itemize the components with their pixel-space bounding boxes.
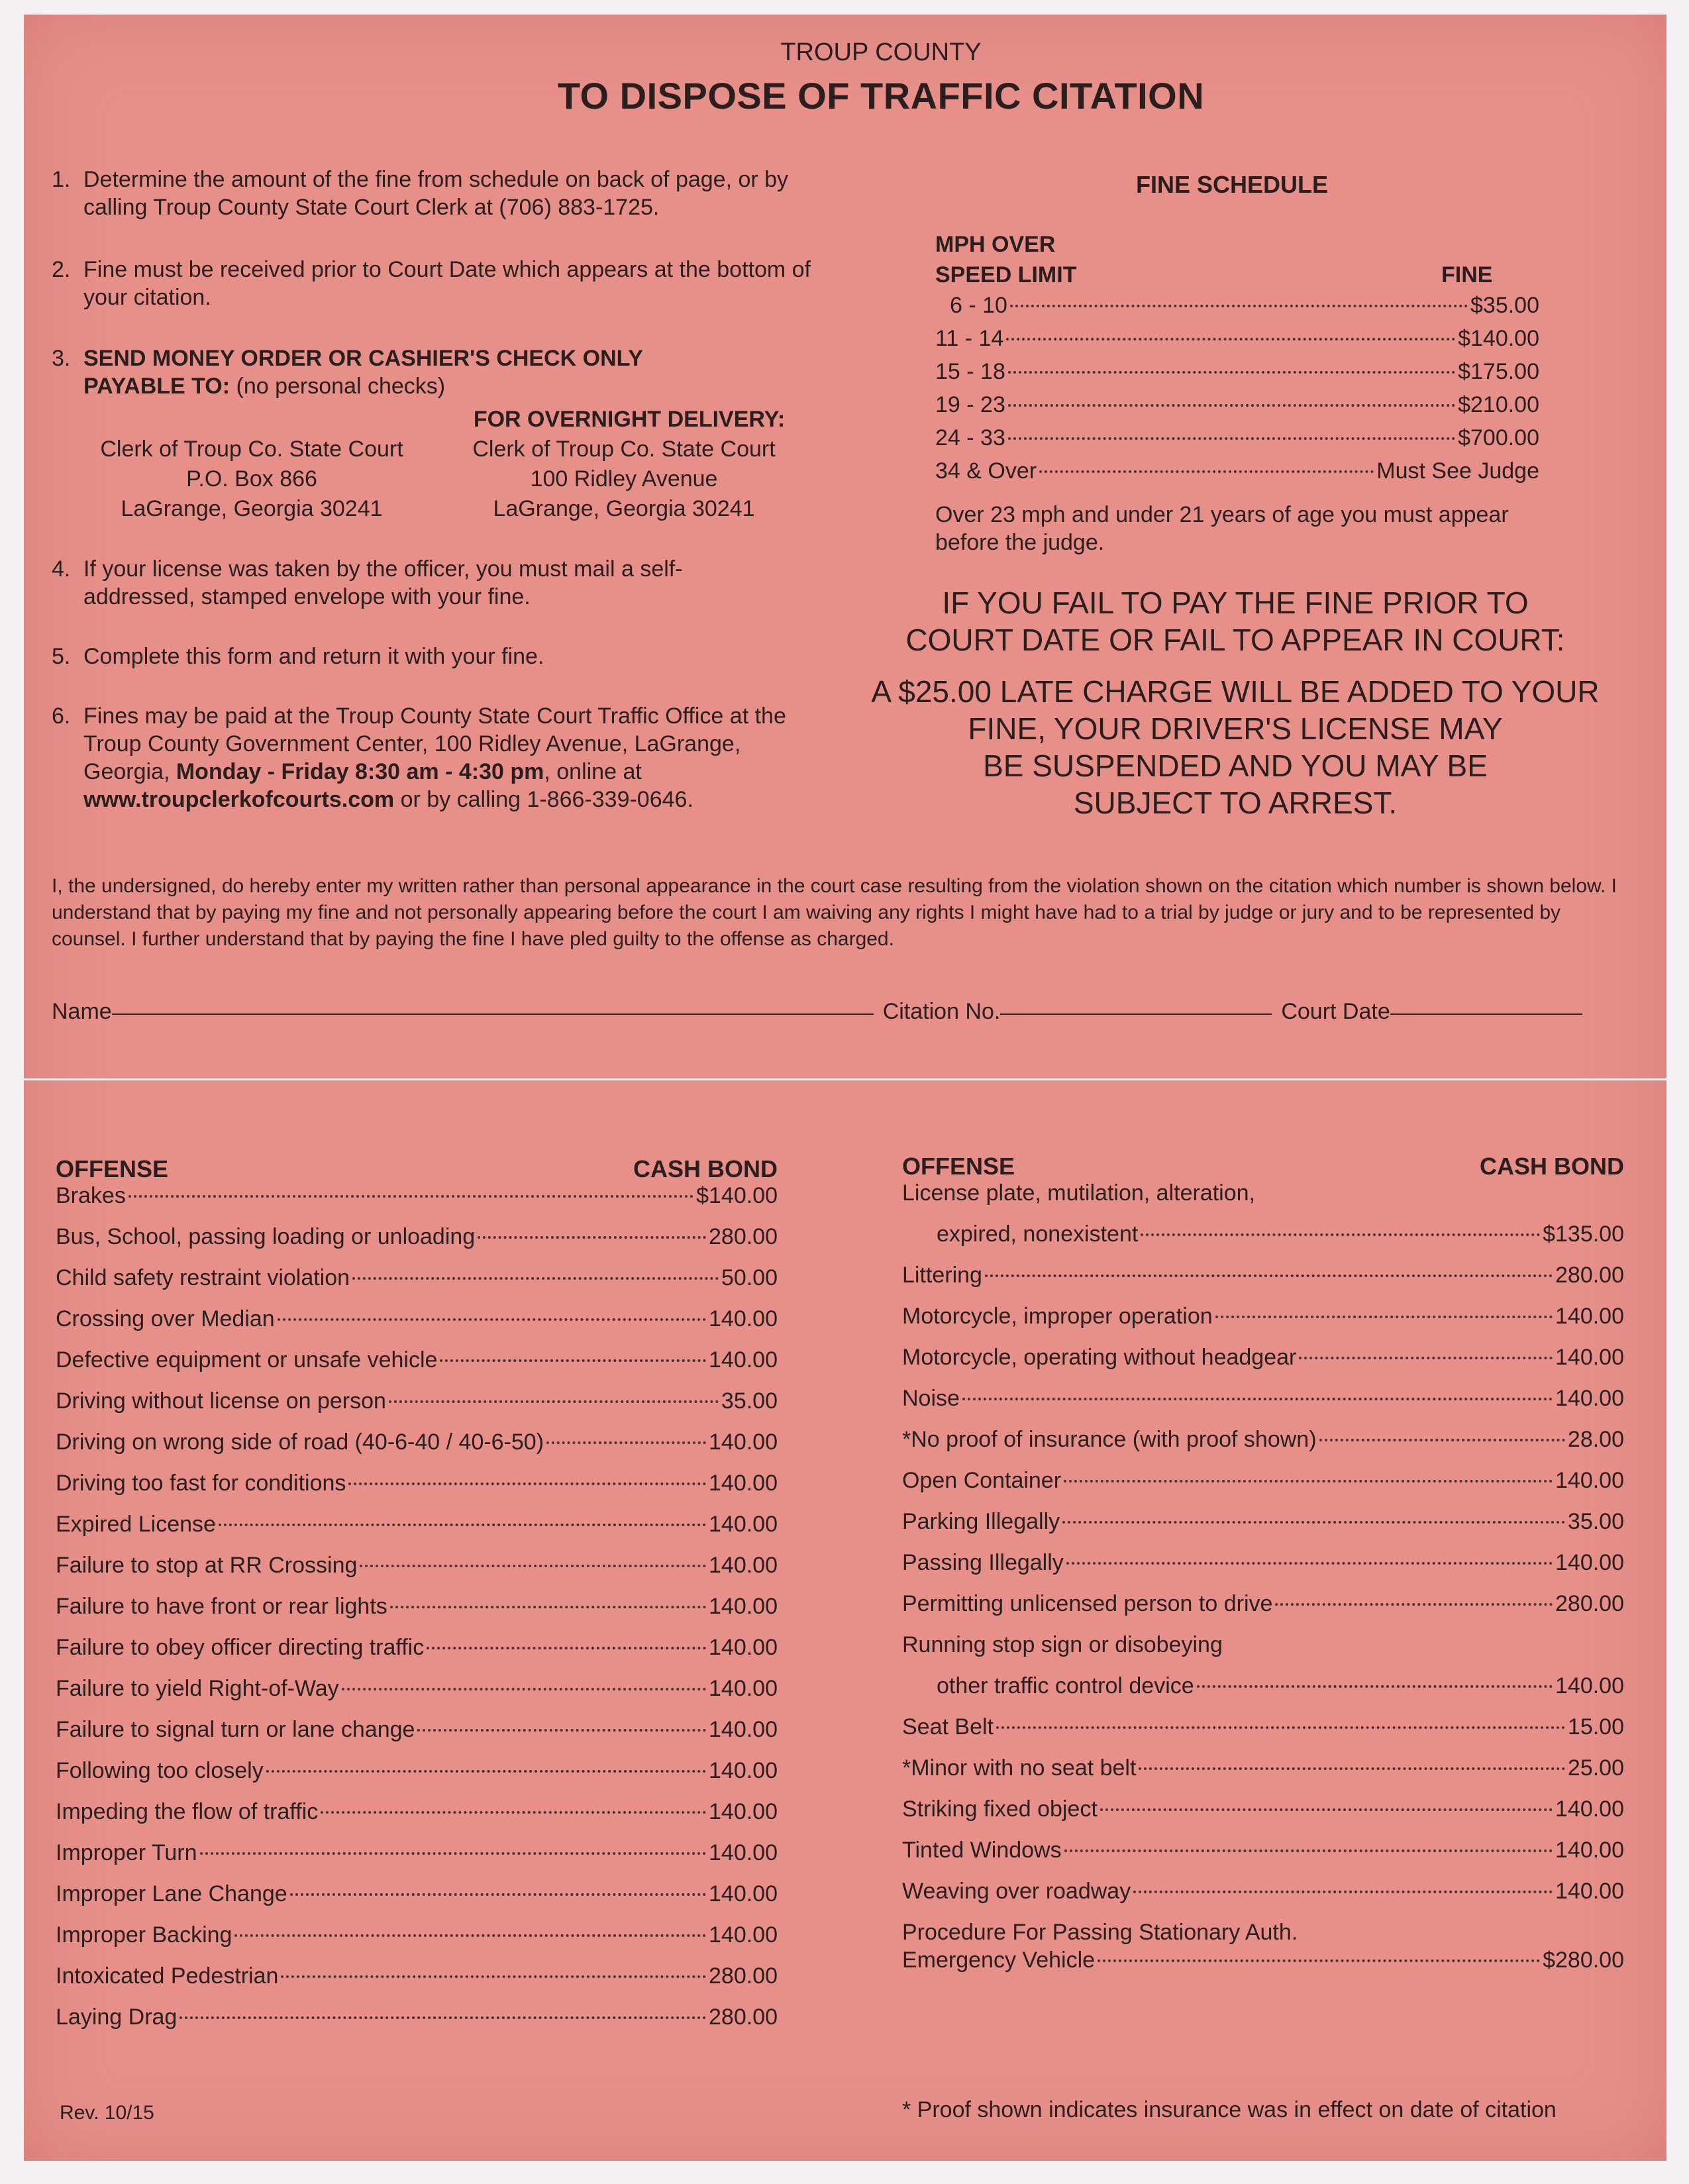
offense-row [902,1632,1624,1673]
offense-name: Failure to have front or rear lights [56,1594,387,1619]
offense-row [902,1714,1624,1755]
cash-bond-value: 25.00 [1567,1755,1624,1781]
offense-row [56,1963,778,2004]
cash-bond-value: 140.00 [709,1717,778,1742]
offense-name: Failure to obey officer directing traffic [56,1635,425,1660]
fine-schedule-title: FINE SCHEDULE [1135,171,1329,198]
offense-row [56,1594,778,1635]
cash-bond-value: 140.00 [1555,1673,1624,1698]
offense-name: Driving without license on person [56,1388,386,1414]
name-field[interactable] [112,1013,874,1015]
offense-row [56,1265,778,1306]
offense-row [902,1222,1624,1263]
offense-name: Passing Illegally [902,1550,1064,1575]
offense-name: Littering [902,1263,982,1288]
appearance-statement: I, the undersigned, do hereby enter my written rather than personal appearance in the court case resulting from the violation shown on the citation which number is shown below. I understand that by paying my fine and not personally appearing before the court I am waiving any rights I might have had to a trial by judge or jury and to be represented by counsel. I further understand that by paying the fine I have pled guilty to the offense as charged. [52,875,1617,950]
cash-bond-value: 140.00 [1555,1468,1624,1493]
offense-row [902,1304,1624,1345]
instruction-5: 5. Complete this form and return it with your fine. [52,644,544,669]
cash-bond-value: 28.00 [1567,1427,1624,1452]
offense-name: Running stop sign or disobeying [902,1632,1223,1657]
revision-label: Rev. 10/15 [60,2102,154,2124]
cash-bond-value: 140.00 [709,1922,778,1948]
offense-name: Permitting unlicensed person to drive [902,1591,1273,1616]
offense-row [56,1676,778,1717]
cash-bond-value: 35.00 [1567,1509,1624,1534]
cash-bond-value: 280.00 [709,1224,778,1249]
cash-bond-value: 140.00 [709,1347,778,1373]
offense-table-header: OFFENSE CASH BOND [902,1153,1624,1180]
offense-row [902,1838,1624,1879]
instruction-4: 4. If your license was taken by the officer, you must mail a self-addressed, stamped envelope with your fine. [52,556,683,609]
instruction-2: 2. Fine must be received prior to Court Date which appears at the bottom of your citation. [52,257,811,310]
fine-row: 11 - 14 $140.00 [935,326,1539,351]
cash-bond-value: 280.00 [1555,1263,1624,1288]
offense-row [56,1388,778,1430]
offense-row [902,1180,1624,1222]
offense-name: *No proof of insurance (with proof shown) [902,1427,1317,1452]
offense-row [56,1306,778,1347]
fine-schedule-col-fine: FINE [1441,262,1493,287]
offense-name: Motorcycle, improper operation [902,1304,1213,1329]
cash-bond-value: 140.00 [709,1306,778,1331]
offense-name: Expired License [56,1512,216,1537]
offense-name: other traffic control device [937,1673,1194,1698]
cash-bond-value: 140.00 [709,1676,778,1701]
citation-label: Citation No. [882,999,1001,1024]
offense-row [902,1468,1624,1509]
offense-name: Brakes [56,1183,126,1208]
offense-table-left [56,1155,778,2046]
offense-row [56,1799,778,1840]
offense-name: Laying Drag [56,2004,178,2030]
cash-bond-value: 140.00 [709,1471,778,1496]
offense-name: Failure to stop at RR Crossing [56,1553,358,1578]
cash-bond-value: 140.00 [1555,1879,1624,1904]
fine-row: 24 - 33 $700.00 [935,425,1539,450]
instruction-3: 3. SEND MONEY ORDER OR CASHIER'S CHECK ONLY PAYABLE TO: (no personal checks) [52,346,643,399]
offense-row [902,1550,1624,1591]
offense-name: Following too closely [56,1758,264,1783]
offense-name: Parking Illegally [902,1509,1060,1534]
offense-row [56,2004,778,2046]
cash-bond-value: 140.00 [1555,1838,1624,1863]
overnight-label: FOR OVERNIGHT DELIVERY: [473,407,786,432]
offense-name: Improper Turn [56,1840,197,1865]
offense-name: Improper Lane Change [56,1881,287,1906]
offense-row [902,1509,1624,1550]
fine-schedule-table [935,293,1539,492]
offense-name: Emergency Vehicle [902,1948,1096,1973]
offense-name: Open Container [902,1468,1062,1493]
offense-row [56,1717,778,1758]
offense-row [56,1471,778,1512]
offense-row [56,1347,778,1388]
offense-name: Child safety restraint violation [56,1265,350,1290]
offense-row [902,1427,1624,1468]
offense-name: Bus, School, passing loading or unloading [56,1224,476,1249]
cash-bond-value: 140.00 [1555,1304,1624,1329]
offense-row [902,1591,1624,1632]
offense-row [56,1758,778,1799]
name-label: Name [52,999,112,1024]
cash-bond-value: 140.00 [709,1840,778,1865]
instruction-1: 1. Determine the amount of the fine from schedule on back of page, or by calling Troup County State Court Clerk at (706) 883-1725. [52,167,789,220]
offense-row [902,1879,1624,1920]
offense-row [56,1224,778,1265]
offense-row [56,1635,778,1676]
page-title: TO DISPOSE OF TRAFFIC CITATION [557,75,1205,117]
cash-bond-value: 50.00 [721,1265,778,1290]
fine-row: 6 - 10 $35.00 [950,293,1539,318]
under-21-note: Over 23 mph and under 21 years of age you must appear before the judge. [935,502,1509,555]
footnote: * Proof shown indicates insurance was in effect on date of citation [902,2097,1557,2122]
cash-bond-value: $140.00 [696,1183,778,1208]
county-heading: TROUP COUNTY [780,38,982,66]
offense-row [902,1796,1624,1838]
mail-address: Clerk of Troup Co. State Court P.O. Box 866 LaGrange, Georgia 30241 [100,437,403,521]
offense-row [56,1183,778,1224]
cash-bond-value: 140.00 [709,1430,778,1455]
cash-bond-value: 140.00 [709,1881,778,1906]
offense-row [56,1553,778,1594]
cash-bond-value: 140.00 [709,1799,778,1824]
offense-row [56,1512,778,1553]
offense-row [902,1673,1624,1714]
offense-name: Defective equipment or unsafe vehicle [56,1347,438,1373]
offense-name: Striking fixed object [902,1796,1098,1822]
offense-name: expired, nonexistent [937,1222,1139,1247]
offense-row [902,1345,1624,1386]
offense-row [56,1881,778,1922]
cash-bond-value: 140.00 [1555,1345,1624,1370]
offense-name: Failure to yield Right-of-Way [56,1676,339,1701]
cash-bond-value: 140.00 [709,1635,778,1660]
cash-bond-value: $280.00 [1543,1948,1624,1973]
cash-bond-value: 140.00 [1555,1796,1624,1822]
offense-row [902,1755,1624,1796]
offense-row [902,1948,1624,1989]
cash-bond-value: 140.00 [1555,1386,1624,1411]
cash-bond-value: 140.00 [709,1512,778,1537]
cash-bond-value: 280.00 [1555,1591,1624,1616]
offense-row [902,1386,1624,1427]
offense-name: Failure to signal turn or lane change [56,1717,415,1742]
cash-bond-value: 280.00 [709,2004,778,2030]
offense-row [56,1840,778,1881]
offense-name: Improper Backing [56,1922,232,1948]
offense-row [56,1430,778,1471]
instruction-6: 6. Fines may be paid at the Troup County State Court Traffic Office at the Troup County Government Center, 100 Ridley Avenue, LaGrange, Georgia, Monday - Friday 8:30 am - 4:30 pm, online at www.troupclerkofcourts.com or by calling 1-866-339-0646. [52,703,786,812]
website-link[interactable]: www.troupclerkofcourts.com [83,787,395,812]
offense-table-header: OFFENSE CASH BOND [56,1155,778,1182]
offense-name: Intoxicated Pedestrian [56,1963,279,1989]
offense-name: Procedure For Passing Stationary Auth. [902,1920,1298,1945]
offense-name: Tinted Windows [902,1838,1062,1863]
cash-bond-value: 140.00 [1555,1550,1624,1575]
cash-bond-value: $135.00 [1543,1222,1624,1247]
fine-row: 15 - 18 $175.00 [935,359,1539,384]
offense-name: Impeding the flow of traffic [56,1799,319,1824]
signature-form [52,999,1621,1025]
court-date-field[interactable] [1390,1013,1582,1015]
offense-name: Noise [902,1386,960,1411]
court-date-label: Court Date [1281,999,1390,1024]
offense-name: Driving too fast for conditions [56,1471,346,1496]
offense-row [56,1922,778,1963]
citation-field[interactable] [1000,1013,1272,1015]
offense-name: Seat Belt [902,1714,994,1740]
offense-name: License plate, mutilation, alteration, [902,1180,1255,1206]
cash-bond-value: 15.00 [1567,1714,1624,1740]
offense-row [902,1920,1624,1948]
perforation-line [24,1078,1666,1080]
offense-name: Weaving over roadway [902,1879,1131,1904]
offense-name: Crossing over Median [56,1306,275,1331]
offense-table-right [902,1153,1624,1989]
offense-name: *Minor with no seat belt [902,1755,1137,1781]
fine-schedule-col-mph: MPH OVER SPEED LIMIT [935,232,1077,287]
offense-row [902,1263,1624,1304]
fine-row: 34 & Over Must See Judge [935,458,1539,484]
late-payment-warning: IF YOU FAIL TO PAY THE FINE PRIOR TO COURT DATE OR FAIL TO APPEAR IN COURT: A $25.00 LATE CHARGE WILL BE ADDED TO YOUR FINE, YOUR DRIVER'S LICENSE MAY BE SUSPENDED AND YOU MAY BE SUBJECT TO ARREST. [871,586,1600,820]
cash-bond-value: 140.00 [709,1758,778,1783]
cash-bond-value: 35.00 [721,1388,778,1414]
fine-row: 19 - 23 $210.00 [935,392,1539,417]
cash-bond-value: 280.00 [709,1963,778,1989]
cash-bond-value: 140.00 [709,1553,778,1578]
cash-bond-value: 140.00 [709,1594,778,1619]
offense-name: Driving on wrong side of road (40-6-40 / 40-6-50) [56,1430,544,1455]
offense-name: Motorcycle, operating without headgear [902,1345,1297,1370]
overnight-address: Clerk of Troup Co. State Court 100 Ridley Avenue LaGrange, Georgia 30241 [472,437,776,521]
